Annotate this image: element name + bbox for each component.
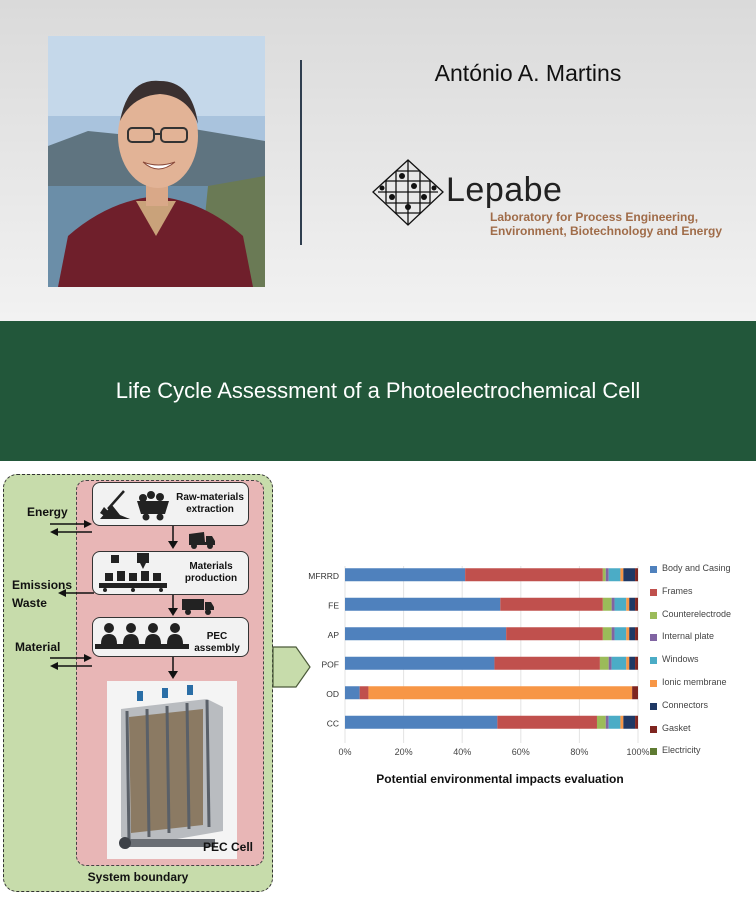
legend-label: Gasket (662, 722, 691, 733)
bar-segment-gasket (635, 657, 638, 670)
bar-segment-ionic-membrane (626, 657, 629, 670)
x-tick-label: 40% (453, 747, 472, 757)
shovel-icon (98, 487, 132, 521)
impacts-chart (300, 550, 650, 795)
author-name: António A. Martins (434, 60, 622, 86)
stage-pec-assembly-label: PEC assembly (194, 631, 240, 654)
bar-segment-ionic-membrane (626, 598, 629, 611)
bar-segment-frames (360, 686, 369, 699)
legend-swatch (650, 680, 657, 687)
bar-segment-counterelectrode (603, 627, 612, 640)
legend-label: Electricity (662, 745, 701, 756)
page-title: Life Cycle Assessment of a Photoelectrochemical Cell (115, 378, 641, 403)
bar-segment-windows (615, 598, 627, 611)
x-tick-label: 80% (570, 747, 589, 757)
bar-segment-frames (465, 568, 603, 581)
y-tick-label: FE (328, 600, 339, 611)
bar-segment-ionic-membrane (620, 568, 623, 581)
lepabe-subtitle (490, 210, 722, 238)
legend-swatch (650, 589, 657, 596)
legend-label: Counterelectrode (662, 608, 732, 619)
y-tick-label: CC (326, 718, 339, 729)
bar-segment-ionic-membrane (620, 716, 623, 729)
bar-segment-gasket (635, 627, 638, 640)
bar-segment-body-and-casing (345, 657, 494, 670)
bar-segment-connectors (629, 657, 635, 670)
lepabe-logo-text: Lepabe (446, 171, 563, 209)
y-tick-label: POF (321, 659, 339, 670)
bar-segment-frames (497, 716, 597, 729)
factory-line-icon (97, 553, 169, 593)
y-tick-label: MFRRD (308, 570, 339, 581)
bar-segment-gasket (635, 568, 638, 581)
bar-segment-counterelectrode (603, 568, 606, 581)
lepabe-logo-icon (368, 155, 448, 230)
bar-segment-frames (500, 598, 603, 611)
y-tick-label: AP (327, 629, 339, 640)
bar-segment-ionic-membrane (368, 686, 632, 699)
delivery-truck-icon (181, 598, 215, 616)
material-label: Material (15, 640, 61, 654)
legend-swatch (650, 703, 657, 710)
bar-segment-body-and-casing (345, 568, 465, 581)
dump-truck-icon (188, 530, 216, 550)
emissions-arrow (58, 588, 94, 598)
x-tick-label: 100% (626, 747, 650, 757)
legend-swatch (650, 748, 657, 755)
flow-arrow-3 (165, 657, 181, 681)
flow-arrow-1 (165, 526, 181, 550)
bar-segment-windows (615, 627, 627, 640)
bar-segment-internal-plate (606, 716, 609, 729)
legend-label: Windows (662, 654, 699, 665)
chart-title: Potential environmental impacts evaluation (376, 772, 624, 786)
material-double-arrow (50, 654, 92, 670)
emissions-label: Emissions (12, 578, 73, 592)
bar-segment-ionic-membrane (626, 627, 629, 640)
author-photo (48, 36, 265, 287)
y-tick-label: OD (326, 688, 339, 699)
stage-1-line-2: extraction (186, 504, 234, 515)
workers-icon (95, 622, 189, 656)
legend-swatch (650, 566, 657, 573)
legend-swatch (650, 726, 657, 733)
pec-cell-image (107, 681, 237, 859)
bar-segment-counterelectrode (603, 598, 612, 611)
bar-segment-windows (609, 568, 621, 581)
system-boundary-label: System boundary (87, 870, 189, 884)
pec-cell-label: PEC Cell (203, 840, 254, 854)
bar-segment-windows (612, 657, 627, 670)
legend-swatch (650, 612, 657, 619)
lepabe-subtitle-line-1: Laboratory for Process Engineering, (490, 210, 699, 224)
bar-segment-body-and-casing (345, 598, 500, 611)
bar-segment-internal-plate (612, 598, 615, 611)
energy-double-arrow (50, 520, 92, 536)
bar-segment-gasket (632, 686, 638, 699)
bar-segment-frames (506, 627, 603, 640)
energy-label: Energy (27, 505, 68, 519)
stage-2-line-2: production (184, 573, 238, 584)
mine-cart-icon (135, 488, 171, 522)
stage-2-line-1: Materials (189, 561, 233, 572)
stage-1-line-1: Raw-materials (176, 492, 244, 503)
lepabe-subtitle-line-2: Environment, Biotechnology and Energy (490, 224, 723, 238)
legend-label: Ionic membrane (662, 677, 727, 687)
legend-label: Body and Casing (662, 563, 731, 573)
bar-segment-body-and-casing (345, 627, 506, 640)
legend-label: Internal plate (662, 631, 715, 642)
bar-segment-connectors (623, 568, 635, 581)
bar-segment-counterelectrode (600, 657, 609, 670)
bar-segment-connectors (629, 598, 635, 611)
legend-swatch (650, 634, 657, 641)
bar-segment-internal-plate (609, 657, 612, 670)
legend-swatch (650, 657, 657, 664)
x-tick-label: 60% (511, 747, 530, 757)
x-tick-label: 20% (394, 747, 413, 757)
bar-segment-connectors (629, 627, 635, 640)
vertical-divider (300, 60, 302, 245)
bar-segment-internal-plate (606, 568, 609, 581)
bar-segment-body-and-casing (345, 686, 360, 699)
x-tick-label: 0% (338, 747, 352, 757)
bar-segment-internal-plate (612, 627, 615, 640)
stage-raw-materials-label (172, 492, 248, 516)
bar-segment-windows (609, 716, 621, 729)
bar-segment-gasket (635, 598, 638, 611)
stage-materials-production-label (175, 561, 247, 585)
waste-label: Waste (12, 596, 47, 610)
bar-segment-body-and-casing (345, 716, 497, 729)
legend-label: Frames (662, 585, 693, 596)
bar-segment-gasket (635, 716, 638, 729)
bar-segment-counterelectrode (597, 716, 606, 729)
bar-segment-connectors (623, 716, 635, 729)
legend-label: Connectors (662, 699, 709, 710)
flow-arrow-2 (165, 595, 181, 617)
bar-segment-frames (494, 657, 599, 670)
